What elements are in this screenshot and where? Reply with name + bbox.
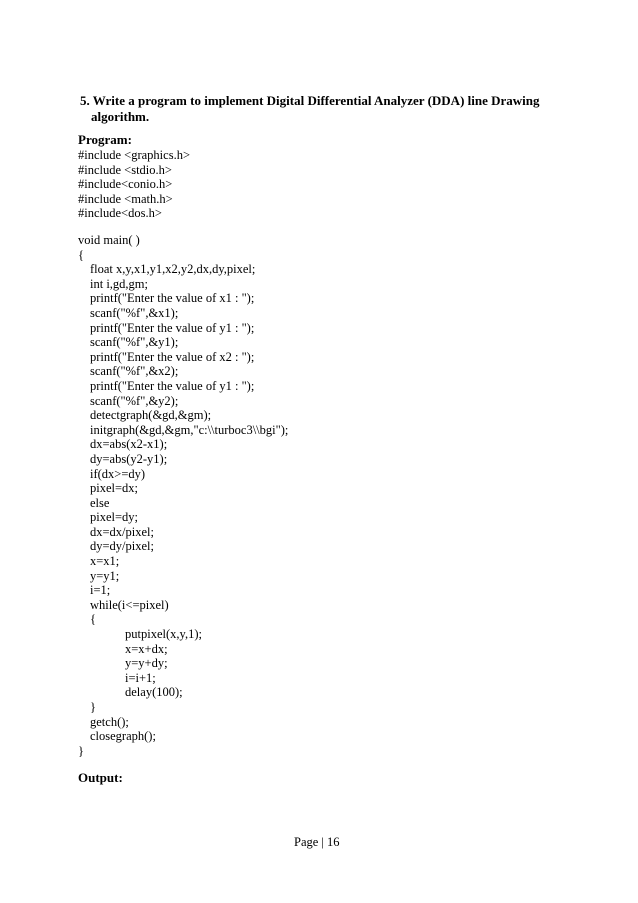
code-line: void main( ) [78,233,140,247]
code-line: i=i+1; [125,670,156,685]
include-line: #include<conio.h> [78,177,173,192]
code-line: y=y+dy; [125,656,168,671]
code-line: pixel=dx; [90,481,139,496]
code-line: { [90,612,96,627]
include-line: #include <math.h> [78,191,173,206]
code-line: scanf("%f",&y1); [90,335,179,350]
code-line: i=1; [90,583,111,598]
code-line: int i,gd,gm; [90,276,148,291]
include-line: #include <stdio.h> [78,162,172,177]
code-line: printf("Enter the value of x2 : "); [90,349,255,364]
code-line: { [78,247,84,262]
code-line: dy=abs(y2-y1); [90,451,168,466]
include-line: #include <graphics.h> [78,148,190,162]
code-line: detectgraph(&gd,&gm); [90,408,212,423]
code-line: putpixel(x,y,1); [125,627,202,642]
code-line: getch(); [90,714,129,729]
code-line: } [78,743,84,758]
code-line: scanf("%f",&x2); [90,364,179,379]
code-line: scanf("%f",&y2); [90,393,179,408]
code-line: else [90,495,110,510]
code-line: y=y1; [90,568,120,583]
code-line: x=x1; [90,554,120,569]
code-line: dy=dy/pixel; [90,539,154,554]
page-number: Page | 16 [294,835,340,849]
code-line: pixel=dy; [90,510,139,525]
code-line: delay(100); [125,685,183,700]
code-line: x=x+dx; [125,641,168,656]
code-line: dx=dx/pixel; [90,524,154,539]
code-line: scanf("%f",&x1); [90,305,179,320]
code-line: printf("Enter the value of y1 : "); [90,320,255,335]
question-line-1: 5. Write a program to implement Digital Differential Analyzer (DDA) line Drawing [80,93,540,108]
include-line: #include<dos.h> [78,206,162,221]
code-line: closegraph(); [90,729,156,744]
code-line: initgraph(&gd,&gm,"c:\\turboc3\\bgi"); [90,422,289,437]
code-block [78,233,288,758]
code-line: float x,y,x1,y1,x2,y2,dx,dy,pixel; [90,262,256,277]
question-heading [80,93,550,125]
code-line: dx=abs(x2-x1); [90,437,168,452]
output-heading: Output: [78,770,123,785]
code-line: printf("Enter the value of y1 : "); [90,378,255,393]
code-line: printf("Enter the value of x1 : "); [90,291,255,306]
code-line: if(dx>=dy) [90,466,146,481]
question-line-2: algorithm. [91,109,150,124]
code-line: while(i<=pixel) [90,597,169,612]
program-heading: Program: [78,132,132,147]
include-list [78,148,190,221]
code-line: } [90,700,96,714]
